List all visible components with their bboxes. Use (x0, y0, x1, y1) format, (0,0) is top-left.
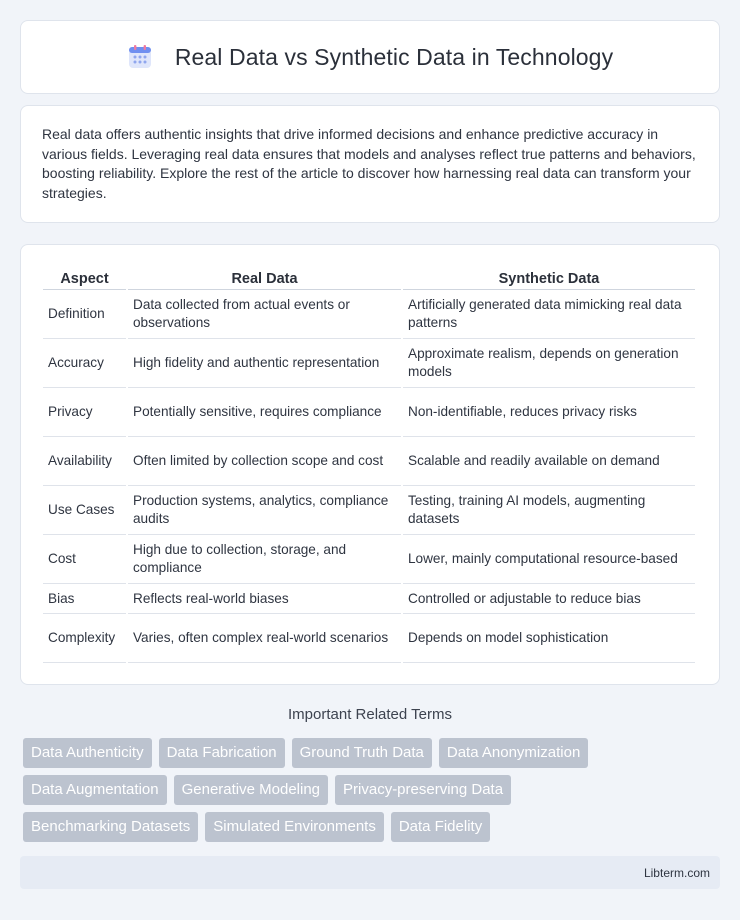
tag-row (23, 812, 723, 842)
cell-synthetic: Controlled or adjustable to reduce bias (403, 584, 695, 614)
cell-aspect: Definition (43, 290, 126, 339)
cell-aspect: Availability (43, 437, 126, 486)
cell-real: Often limited by collection scope and cost (128, 437, 401, 486)
cell-real: Data collected from actual events or observations (128, 290, 401, 339)
related-terms-tags (23, 738, 723, 849)
tag-data-augmentation[interactable]: Data Augmentation (23, 775, 167, 805)
cell-synthetic: Non-identifiable, reduces privacy risks (403, 388, 695, 437)
cell-aspect: Use Cases (43, 486, 126, 535)
tag-row (23, 738, 723, 768)
header-real-data: Real Data (128, 267, 401, 290)
table-header-row (43, 267, 695, 290)
cell-real: Production systems, analytics, compliance audits (128, 486, 401, 535)
header-inner (127, 44, 613, 71)
intro-text: Real data offers authentic insights that drive informed decisions and enhance predictive accuracy in various fields. Leveraging real data ensures that models and analyses reflect true patterns and behaviors, boosting reliability. Explore the rest of the article to discover how harnessing real data can transform your strategies. (42, 126, 696, 201)
cell-aspect: Cost (43, 535, 126, 584)
comparison-table-card (20, 244, 720, 685)
cell-real: High fidelity and authentic representation (128, 339, 401, 388)
cell-real: Potentially sensitive, requires compliance (128, 388, 401, 437)
tag-data-authenticity[interactable]: Data Authenticity (23, 738, 152, 768)
header-card (20, 20, 720, 94)
table-row (43, 437, 695, 486)
cell-synthetic: Scalable and readily available on demand (403, 437, 695, 486)
header-aspect: Aspect (43, 267, 126, 290)
cell-aspect: Complexity (43, 614, 126, 663)
table-row (43, 535, 695, 584)
footer (20, 856, 720, 889)
cell-aspect: Privacy (43, 388, 126, 437)
table-row (43, 584, 695, 614)
tag-generative-modeling[interactable]: Generative Modeling (174, 775, 328, 805)
calendar-icon (127, 44, 153, 70)
cell-real: Reflects real-world biases (128, 584, 401, 614)
cell-aspect: Bias (43, 584, 126, 614)
table-row (43, 614, 695, 663)
table-row (43, 290, 695, 339)
tag-data-fidelity[interactable]: Data Fidelity (391, 812, 490, 842)
cell-synthetic: Depends on model sophistication (403, 614, 695, 663)
cell-synthetic: Testing, training AI models, augmenting datasets (403, 486, 695, 535)
cell-synthetic: Lower, mainly computational resource-based (403, 535, 695, 584)
table-row (43, 388, 695, 437)
table-row (43, 339, 695, 388)
tag-data-anonymization[interactable]: Data Anonymization (439, 738, 588, 768)
cell-real: Varies, often complex real-world scenarios (128, 614, 401, 663)
comparison-table (41, 267, 697, 663)
related-terms-title: Important Related Terms (288, 706, 452, 723)
page-title: Real Data vs Synthetic Data in Technology (174, 43, 614, 70)
cell-aspect: Accuracy (43, 339, 126, 388)
tag-benchmarking-datasets[interactable]: Benchmarking Datasets (23, 812, 198, 842)
table-row (43, 486, 695, 535)
header-synthetic-data: Synthetic Data (403, 267, 695, 290)
intro-card (20, 105, 720, 223)
tag-privacy-preserving-data[interactable]: Privacy-preserving Data (335, 775, 511, 805)
tag-data-fabrication[interactable]: Data Fabrication (159, 738, 285, 768)
tag-ground-truth-data[interactable]: Ground Truth Data (292, 738, 432, 768)
footer-site-link[interactable]: Libterm.com (643, 865, 710, 880)
cell-synthetic: Approximate realism, depends on generation models (403, 339, 695, 388)
cell-synthetic: Artificially generated data mimicking real data patterns (403, 290, 695, 339)
tag-row (23, 775, 723, 805)
tag-simulated-environments[interactable]: Simulated Environments (205, 812, 384, 842)
cell-real: High due to collection, storage, and compliance (128, 535, 401, 584)
